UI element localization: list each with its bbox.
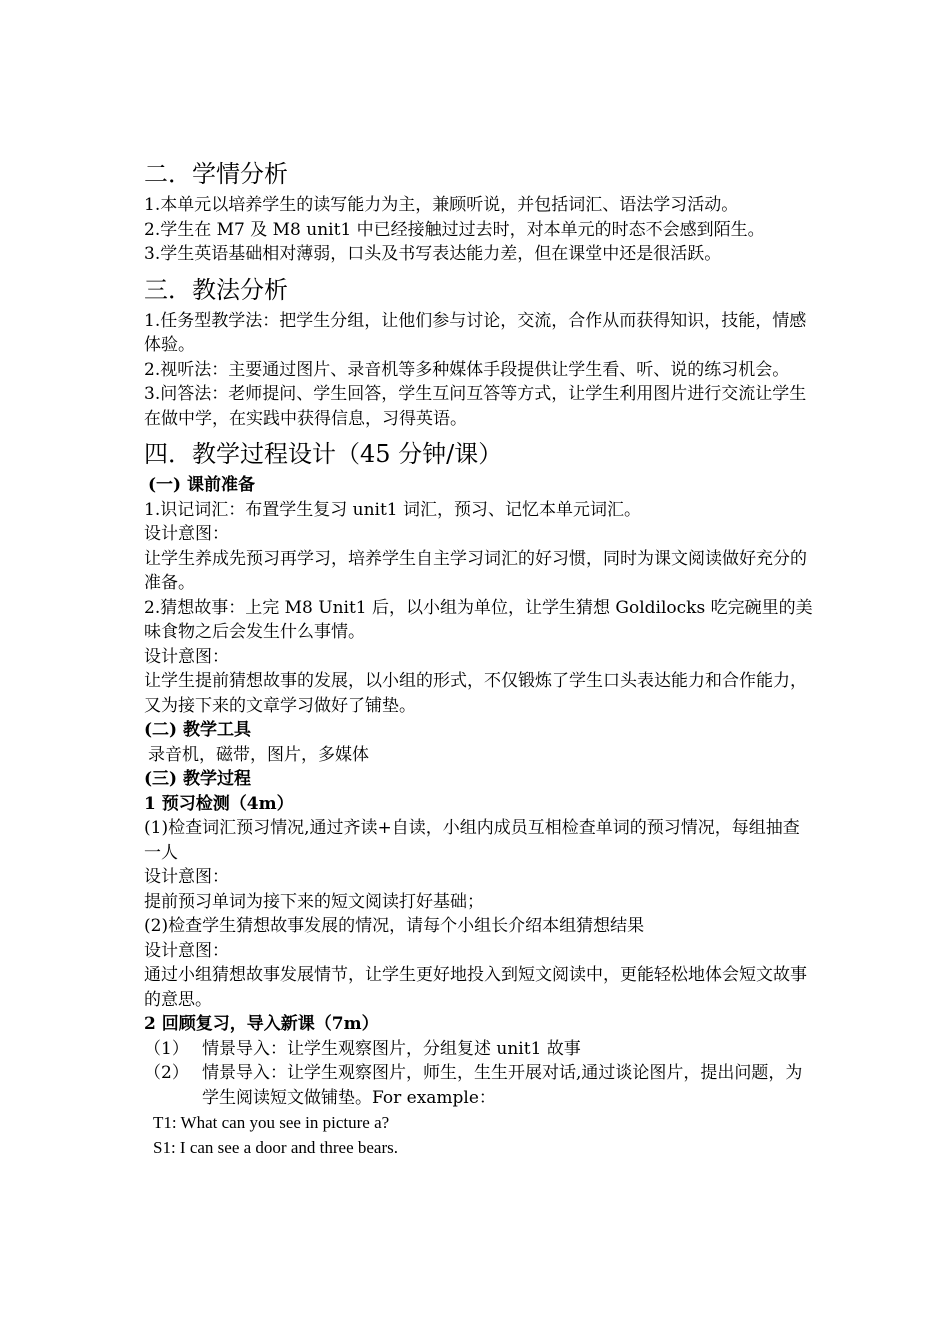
section-3-line-2: 2.视听法：主要通过图片、录音机等多种媒体手段提供让学生看、听、说的练习机会。: [144, 359, 790, 380]
step-2-item-2-text: 情景导入：让学生观察图片，师生，生生开展对话,通过谈论图片，提出问题，为学生阅读短文做铺垫。For example：: [202, 1063, 803, 1108]
process-heading: (三) 教学过程: [144, 769, 252, 789]
prep-line-6: 让学生提前猜想故事的发展，以小组的形式，不仅锻炼了学生口头表达能力和合作能力，又为接下来的文章学习做好了铺垫。: [144, 671, 807, 716]
tools-heading: (二) 教学工具: [144, 720, 252, 740]
step-1-line-4: (2)检查学生猜想故事发展的情况，请每个小组长介绍本组猜想结果: [144, 916, 645, 936]
step-2-item-2: [144, 1061, 814, 1110]
step-1-line-5: 设计意图：: [144, 940, 229, 961]
step-1-line-3: 提前预习单词为接下来的短文阅读打好基础；: [144, 891, 484, 912]
step-2-item-1-number: （1）: [144, 1038, 189, 1059]
prep-line-4: 2.猜想故事：上完 M8 Unit1 后，以小组为单位，让学生猜想 Goldilocks 吃完碗里的美味食物之后会发生什么事情。: [144, 597, 813, 642]
step-1-line-6: 通过小组猜想故事发展情节，让学生更好地投入到短文阅读中，更能轻松地体会短文故事的意思。: [144, 965, 807, 1010]
section-3-line-1: 1.任务型教学法：把学生分组，让他们参与讨论，交流，合作从而获得知识，技能，情感体验。: [144, 310, 807, 355]
section-2-line-3: 3.学生英语基础相对薄弱，口头及书写表达能力差，但在课堂中还是很活跃。: [144, 244, 722, 264]
section-3-line-3: 3.问答法：老师提问、学生回答，学生互问互答等方式，让学生利用图片进行交流让学生在做中学，在实践中获得信息，习得英语。: [144, 384, 807, 429]
step-2-item-2-number: （2）: [144, 1063, 189, 1083]
section-4-title: 四．教学过程设计（45 分钟/课）: [144, 440, 503, 468]
section-3-title: 三．教法分析: [144, 275, 288, 304]
step-2-item-1-text: 情景导入：让学生观察图片，分组复述 unit1 故事: [202, 1038, 581, 1059]
example-line-1: T1: What can you see in picture a?: [153, 1113, 390, 1132]
document-page: [144, 155, 814, 1160]
prep-line-1: 1.识记词汇：布置学生复习 unit1 词汇，预习、记忆本单元词汇。: [144, 499, 642, 520]
step-1-line-1: (1)检查词汇预习情况,通过齐读+自读，小组内成员互相检查单词的预习情况，每组抽查一人: [144, 818, 800, 863]
section-2-line-1: 1.本单元以培养学生的读写能力为主，兼顾听说，并包括词汇、语法学习活动。: [144, 195, 739, 215]
step-1-heading: 1 预习检测（4m）: [144, 793, 294, 814]
prep-line-5: 设计意图：: [144, 646, 229, 667]
section-2-line-2: 2.学生在 M7 及 M8 unit1 中已经接触过过去时，对本单元的时态不会感到陌生。: [144, 219, 765, 240]
step-1-line-2: 设计意图：: [144, 867, 229, 887]
example-line-2: S1: I can see a door and three bears.: [153, 1138, 398, 1157]
section-2-title: 二．学情分析: [144, 160, 288, 188]
step-2-heading: 2 回顾复习，导入新课（7m）: [144, 1014, 379, 1034]
prep-line-2: 设计意图：: [144, 524, 229, 544]
prep-heading: (一) 课前准备: [148, 475, 256, 495]
step-2-item-1: [144, 1037, 814, 1062]
tools-line: 录音机，磁带，图片，多媒体: [148, 744, 369, 765]
prep-line-3: 让学生养成先预习再学习，培养学生自主学习词汇的好习惯，同时为课文阅读做好充分的准备。: [144, 548, 807, 593]
